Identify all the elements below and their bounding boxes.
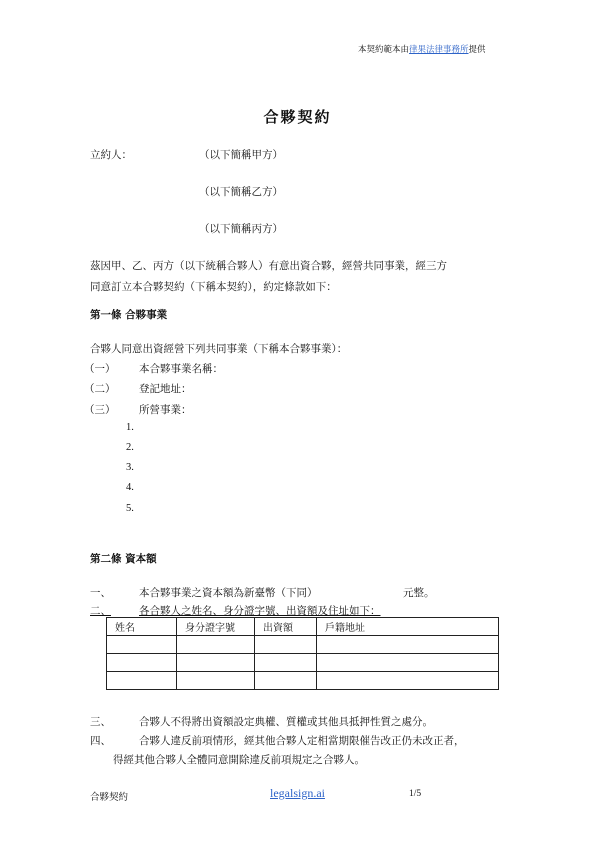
clause-4-line-1: 合夥人違反前項情形，經其他合夥人定相當期限催告改正仍未改正者， [139, 735, 465, 747]
table-header-contribution: 出資額 [255, 618, 317, 636]
article-1-item-text: 登記地址： [139, 383, 192, 395]
clause-1-text: 本合夥事業之資本額為新臺幣（下同） [139, 587, 318, 599]
header-suffix: 提供 [468, 45, 486, 55]
table-cell[interactable] [317, 654, 499, 672]
table-row [107, 654, 499, 672]
article-1-item-text: 所營事業： [139, 404, 192, 416]
table-cell[interactable] [317, 672, 499, 690]
table-cell[interactable] [107, 672, 177, 690]
clause-4-line-2: 得經其他合夥人全體同意開除違反前項規定之合夥人。 [113, 754, 365, 766]
table-cell[interactable] [107, 636, 177, 654]
partner-table [106, 617, 499, 690]
article-2-heading: 第二條 資本額 [90, 553, 157, 565]
clause-2-marker: 二、 [90, 605, 111, 617]
article-1-heading: 第一條 合夥事業 [90, 309, 168, 321]
intro-line-2: 同意訂立本合夥契約（下稱本契約），約定條款如下： [90, 281, 337, 293]
table-header-name: 姓名 [107, 618, 177, 636]
article-1-subitem: 2. [126, 442, 134, 453]
article-1-subitem: 4. [126, 482, 134, 493]
table-cell[interactable] [317, 636, 499, 654]
table-row [107, 636, 499, 654]
article-1-lead: 合夥人同意出資經營下列共同事業（下稱本合夥事業）： [90, 343, 348, 355]
party-b-line: （以下簡稱乙方） [199, 186, 283, 198]
intro-line-1: 茲因甲、乙、丙方（以下統稱合夥人）有意出資合夥，經營共同事業，經三方 [90, 260, 447, 272]
article-1-subitem: 1. [126, 422, 134, 433]
clause-1-marker: 一、 [90, 587, 111, 599]
clause-3-text: 合夥人不得將出資額設定典權、質權或其他具抵押性質之處分。 [139, 716, 433, 728]
article-1-subitem: 5. [126, 503, 134, 514]
table-cell[interactable] [255, 672, 317, 690]
article-1-item-marker: （一） [84, 363, 116, 375]
parties-label: 立約人： [90, 149, 132, 161]
article-1-item-marker: （二） [84, 383, 116, 395]
clause-2-text: 各合夥人之姓名、身分證字號、出資額及住址如下： [139, 605, 381, 617]
article-1-item-marker: （三） [84, 404, 116, 416]
clause-1-end: 元整。 [403, 587, 435, 599]
footer-doc-name: 合夥契約 [90, 792, 129, 803]
table-cell[interactable] [255, 636, 317, 654]
footer-page-number: 1/5 [409, 789, 422, 799]
table-cell[interactable] [255, 654, 317, 672]
article-1-item-text: 本合夥事業名稱： [139, 363, 223, 375]
article-1-subitem: 3. [126, 462, 134, 473]
table-header-id-number: 身分證字號 [177, 618, 255, 636]
table-cell[interactable] [177, 636, 255, 654]
table-cell[interactable] [177, 672, 255, 690]
header-firm-link[interactable]: 律果法律事務所 [409, 45, 469, 55]
party-a-line: （以下簡稱甲方） [199, 149, 283, 161]
table-cell[interactable] [177, 654, 255, 672]
clause-4-marker: 四、 [90, 735, 111, 747]
table-row [107, 672, 499, 690]
document-title: 合夥契約 [263, 108, 332, 126]
page-header [358, 43, 486, 55]
footer-site-link[interactable]: legalsign.ai [270, 786, 325, 800]
header-prefix: 本契約範本由 [358, 45, 410, 55]
table-header-address: 戶籍地址 [317, 618, 499, 636]
table-cell[interactable] [107, 654, 177, 672]
clause-3-marker: 三、 [90, 716, 111, 728]
table-header-row [107, 618, 499, 636]
party-c-line: （以下簡稱丙方） [199, 223, 283, 235]
